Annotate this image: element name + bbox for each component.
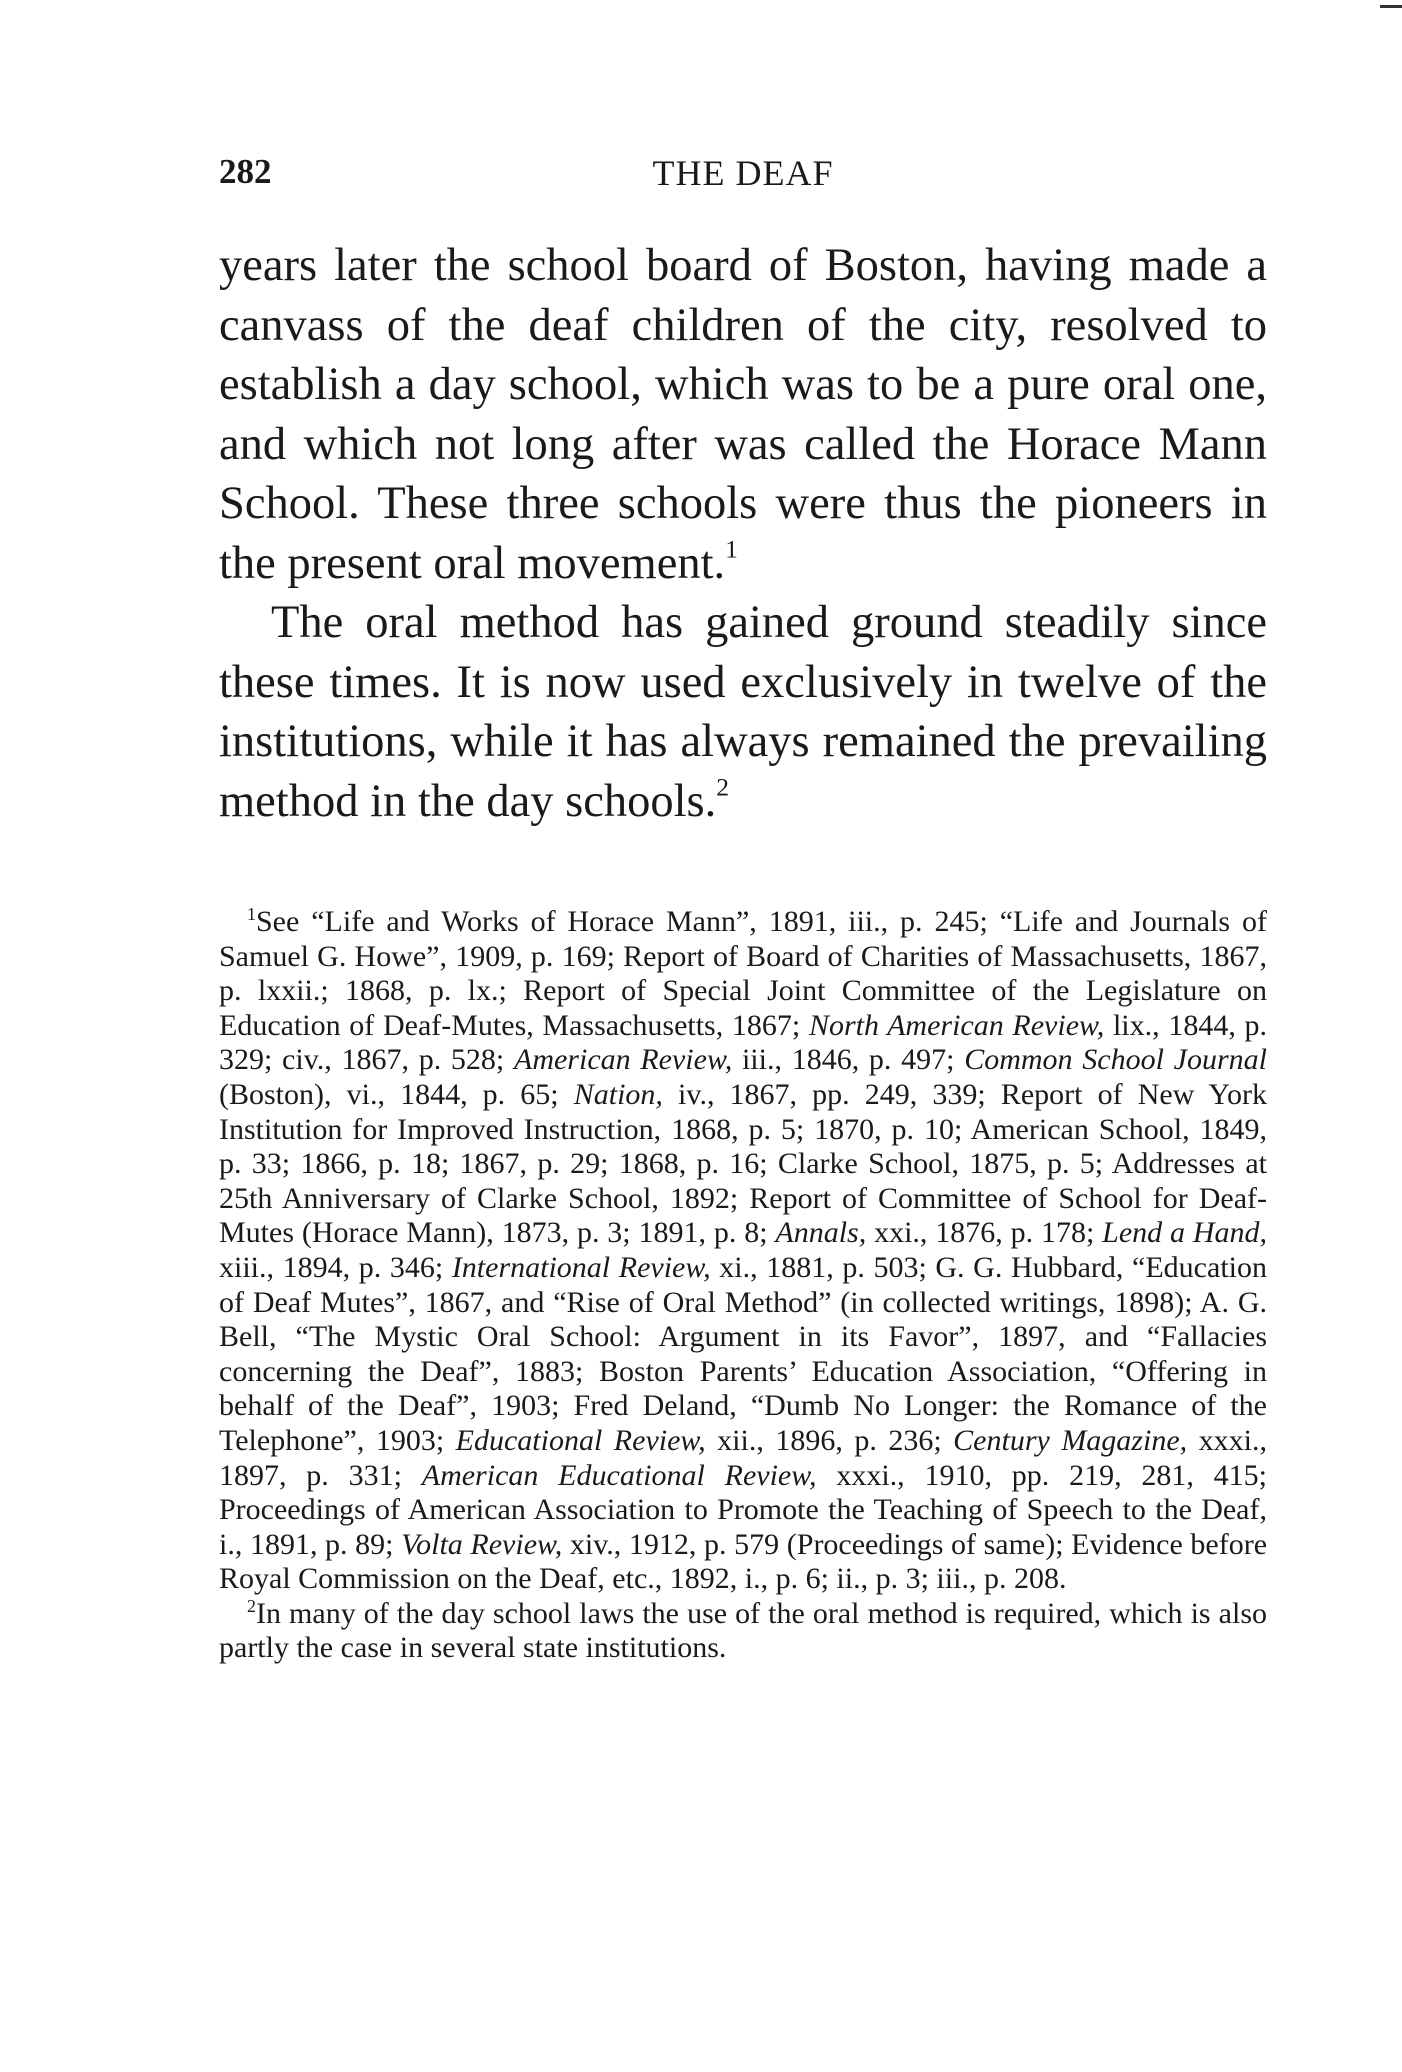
footnote-1-text: iv., 1867, pp. 249, 339; Report of New York Institution for Improved Instruction, 1868, p. 5; 1870, p. 10; American School, 1849, p. 33; 1866, p. 18; 1867, p. 29; 1868, p. 16; Clarke School, 1875, p. 5; Addresses at 25th Anniversary of Clarke School, 1892; Report of Committee of School for Deaf-Mutes (Horace Mann), 1873, p. 3; 1891, p. 8; <box>219 1077 1268 1250</box>
journal-title: American Educational Review, <box>421 1458 817 1492</box>
footnote-1-text: xi., 1881, p. 503; G. G. Hubbard, “Education of Deaf Mutes”, 1867, and “Rise of Oral Method” (in collected writings, 1898); A. G. Bell, “The Mystic Oral School: Argument in its Favor”, 1897, and “Fallacies concerning the Deaf”, 1883; Boston Parents’ Education Association, “Offering in behalf of the Deaf”, 1903; Fred Deland, “Dumb No Longer: the Romance of the Telephone”, 1903; <box>219 1250 1267 1457</box>
journal-title: Annals, <box>775 1216 867 1250</box>
journal-title: International Review, <box>451 1250 711 1284</box>
footnote-1-text: xxxi., 1897, p. 331; <box>219 1423 1267 1492</box>
footnote-1-text: xxxi., 1910, pp. 219, 281, 415; Proceedings of American Association to Promote the Teaching of Speech to the Deaf, i., 1891, p. 89; <box>219 1458 1268 1561</box>
paragraph-2-text: The oral method has gained ground steadily since these times. It is now used exclusively in twelve of the institutions, while it has always remained the prevailing method in the day schools. <box>219 597 1267 827</box>
paragraph-2 <box>219 593 1267 831</box>
footnote-1-text: xxi., 1876, p. 178; <box>866 1216 1103 1250</box>
footnote-1-text: iii., 1846, p. 497; <box>732 1043 965 1077</box>
footnote-1-text: xii., 1896, p. 236; <box>705 1423 954 1457</box>
footnote-1-text: xiv., 1912, p. 579 (Proceedings of same); Evidence before Royal Commission on the Deaf, etc., 1892, i., p. 6; ii., p. 3; iii., p. 208. <box>219 1527 1268 1596</box>
journal-title: Educational Review, <box>455 1423 706 1457</box>
footnote-2 <box>219 1597 1267 1666</box>
journal-title: Lend a Hand, <box>1102 1216 1268 1250</box>
journal-title: North American Review, <box>808 1008 1105 1042</box>
journal-title: Nation, <box>573 1077 663 1111</box>
journal-title: Volta Review, <box>401 1527 563 1561</box>
journal-title: Century Magazine, <box>953 1423 1188 1457</box>
page-header <box>219 152 1267 202</box>
footnote-ref-2: 2 <box>716 772 729 802</box>
footnote-2-mark: 2 <box>247 1596 256 1617</box>
page-number: 282 <box>219 152 272 191</box>
footnote-1-text: lix., 1844, p. 329; civ., 1867, p. 528; <box>219 1008 1268 1077</box>
scan-edge-mark <box>1380 5 1402 8</box>
footnotes <box>219 905 1267 1666</box>
footnote-1-mark: 1 <box>247 904 256 925</box>
footnote-1-text: See “Life and Works of Horace Mann”, 1891, iii., p. 245; “Life and Journals of Samuel G. Howe”, 1909, p. 169; Report of Board of Charities of Massachusetts, 1867, p. lxxii.; 1868, p. lx.; Report of Special Joint Committee of the Legislature on Education of Deaf-Mutes, Massachusetts, 1867; <box>219 905 1267 1042</box>
journal-title: Common School Journal <box>964 1043 1267 1077</box>
footnote-1-text: (Boston), vi., 1844, p. 65; <box>219 1077 574 1111</box>
journal-title: American Review, <box>514 1043 733 1077</box>
footnote-1-text: xiii., 1894, p. 346; <box>219 1250 452 1284</box>
paragraph-1 <box>219 236 1267 593</box>
footnote-2-text: In many of the day school laws the use of the oral method is required, which is also partly the case in several state institutions. <box>219 1596 1267 1665</box>
footnote-1 <box>219 905 1267 1597</box>
footnote-ref-1: 1 <box>725 534 738 564</box>
running-head: THE DEAF <box>652 153 834 193</box>
paragraph-1-text: years later the school board of Boston, having made a canvass of the deaf children of the city, resolved to establish a day school, which was to be a pure oral one, and which not long after was called the Horace Mann School. These three schools were thus the pioneers in the present oral movement. <box>219 240 1267 589</box>
body-text <box>219 236 1267 831</box>
